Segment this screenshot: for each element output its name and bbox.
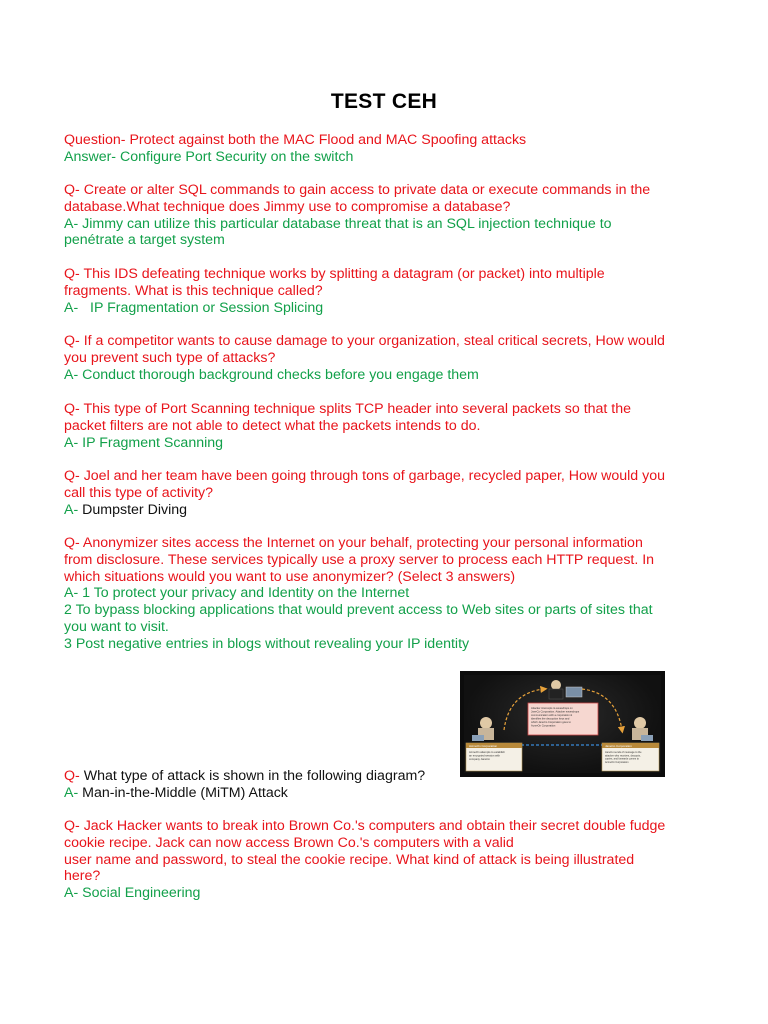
victim-right-icon bbox=[634, 717, 646, 729]
mitm-diagram-svg bbox=[464, 675, 661, 773]
question-text: fragments. What is this technique called? bbox=[64, 282, 323, 299]
answer-text: A- Conduct thorough background checks before you engage them bbox=[64, 366, 479, 383]
answer-text: Man-in-the-Middle (MiTM) Attack bbox=[82, 784, 288, 801]
mitm-diagram-image bbox=[460, 671, 665, 777]
answer-text: Answer- Configure Port Security on the switch bbox=[64, 148, 354, 165]
answer-text: A- IP Fragment Scanning bbox=[64, 434, 224, 451]
page-title: TEST CEH bbox=[330, 90, 438, 113]
question-text: which situations would you want to use anonymizer? (Select 3 answers) bbox=[64, 568, 516, 585]
svg-text:JaneCo sends of message to the: JaneCo sends of message to the attacker who receives, decrypts, copies, and forwards comes to AcmeOn Corporation bbox=[605, 751, 642, 764]
answer-text: A- Social Engineering bbox=[64, 885, 201, 902]
qa-block-2 bbox=[64, 182, 732, 249]
question-text: database.What technique does Jimmy use to compromise a database? bbox=[64, 198, 511, 215]
question-text: Q- This type of Port Scanning technique splits TCP header into several packets so that the bbox=[64, 401, 632, 417]
victim-left-icon bbox=[480, 717, 492, 729]
svg-text:Attacker intercepts & eavesdro: Attacker intercepts & eavesdrops on JaneCo Corporation. Attacker eavesdrops communication with a corporation & identifies the decryption keys and which JaneCo Corporation goes to AcmeOn Corporation bbox=[531, 707, 580, 728]
question-text: call this type of activity? bbox=[64, 484, 214, 501]
question-text: Question- Protect against both the MAC Flood and MAC Spoofing attacks bbox=[64, 132, 527, 148]
answer-line bbox=[64, 785, 732, 802]
qa-block-1 bbox=[64, 132, 732, 166]
question-text: What type of attack is shown in the following diagram? bbox=[83, 768, 426, 784]
question-text: user name and password, to steal the cookie recipe. What kind of attack is being illustrated bbox=[64, 851, 635, 868]
qa-block-9 bbox=[64, 818, 732, 902]
question-text: from disclosure. These services typically use a proxy server to process each HTTP request. In bbox=[64, 551, 655, 568]
answer-text: A- 1 To protect your privacy and Identity on the Internet bbox=[64, 585, 410, 602]
question-text: you prevent such type of attacks? bbox=[64, 349, 276, 366]
answer-line bbox=[64, 502, 732, 519]
question-text: here? bbox=[64, 868, 101, 885]
svg-text:AcmeOn Corporation: AcmeOn Corporation bbox=[469, 744, 498, 748]
answer-text: you want to visit. bbox=[64, 618, 169, 635]
svg-text:AcmeOn attempts to establish: AcmeOn attempts to establish an encrypted session with company JaneCo bbox=[469, 751, 505, 761]
question-text: Q- This IDS defeating technique works by splitting a datagram (or packet) into multiple bbox=[64, 266, 605, 282]
question-text: Q- Anonymizer sites access the Internet on your behalf, protecting your personal information bbox=[64, 535, 643, 551]
answer-text: Dumpster Diving bbox=[82, 501, 188, 518]
question-text: Q- Jack Hacker wants to break into Brown Co.'s computers and obtain their secret double fudge bbox=[64, 818, 666, 834]
qa-block-7 bbox=[64, 535, 732, 653]
qa-block-6 bbox=[64, 468, 732, 518]
answer-text: A- IP Fragmentation or Session Splicing bbox=[64, 299, 324, 316]
answer-prefix: A- bbox=[64, 501, 83, 518]
answer-text: 3 Post negative entries in blogs without revealing your IP identity bbox=[64, 635, 470, 652]
attacker-icon bbox=[551, 680, 561, 690]
qa-block-5 bbox=[64, 401, 732, 451]
question-text: Q- Create or alter SQL commands to gain access to private data or execute commands in the bbox=[64, 182, 651, 198]
svg-text:JaneCo Corporation: JaneCo Corporation bbox=[605, 744, 632, 748]
question-text: Q- Joel and her team have been going through tons of garbage, recycled paper, How would you bbox=[64, 468, 665, 484]
question-text: cookie recipe. Jack can now access Brown Co.'s computers with a valid bbox=[64, 834, 514, 851]
question-prefix: Q- bbox=[64, 768, 84, 784]
qa-block-8 bbox=[64, 768, 732, 802]
qa-block-4 bbox=[64, 333, 732, 383]
question-text: Q- If a competitor wants to cause damage to your organization, steal critical secrets, How would bbox=[64, 333, 665, 349]
laptop-icon bbox=[566, 687, 582, 697]
answer-text: penétrate a target system bbox=[64, 232, 225, 249]
question-text: packet filters are not able to detect what the packets intends to do. bbox=[64, 417, 481, 434]
question-line bbox=[64, 768, 732, 785]
qa-block-3 bbox=[64, 266, 732, 316]
answer-text: 2 To bypass blocking applications that would prevent access to Web sites or parts of sites that bbox=[64, 602, 653, 619]
answer-prefix: A- bbox=[64, 784, 83, 801]
answer-text: A- Jimmy can utilize this particular database threat that is an SQL injection technique to bbox=[64, 215, 612, 232]
